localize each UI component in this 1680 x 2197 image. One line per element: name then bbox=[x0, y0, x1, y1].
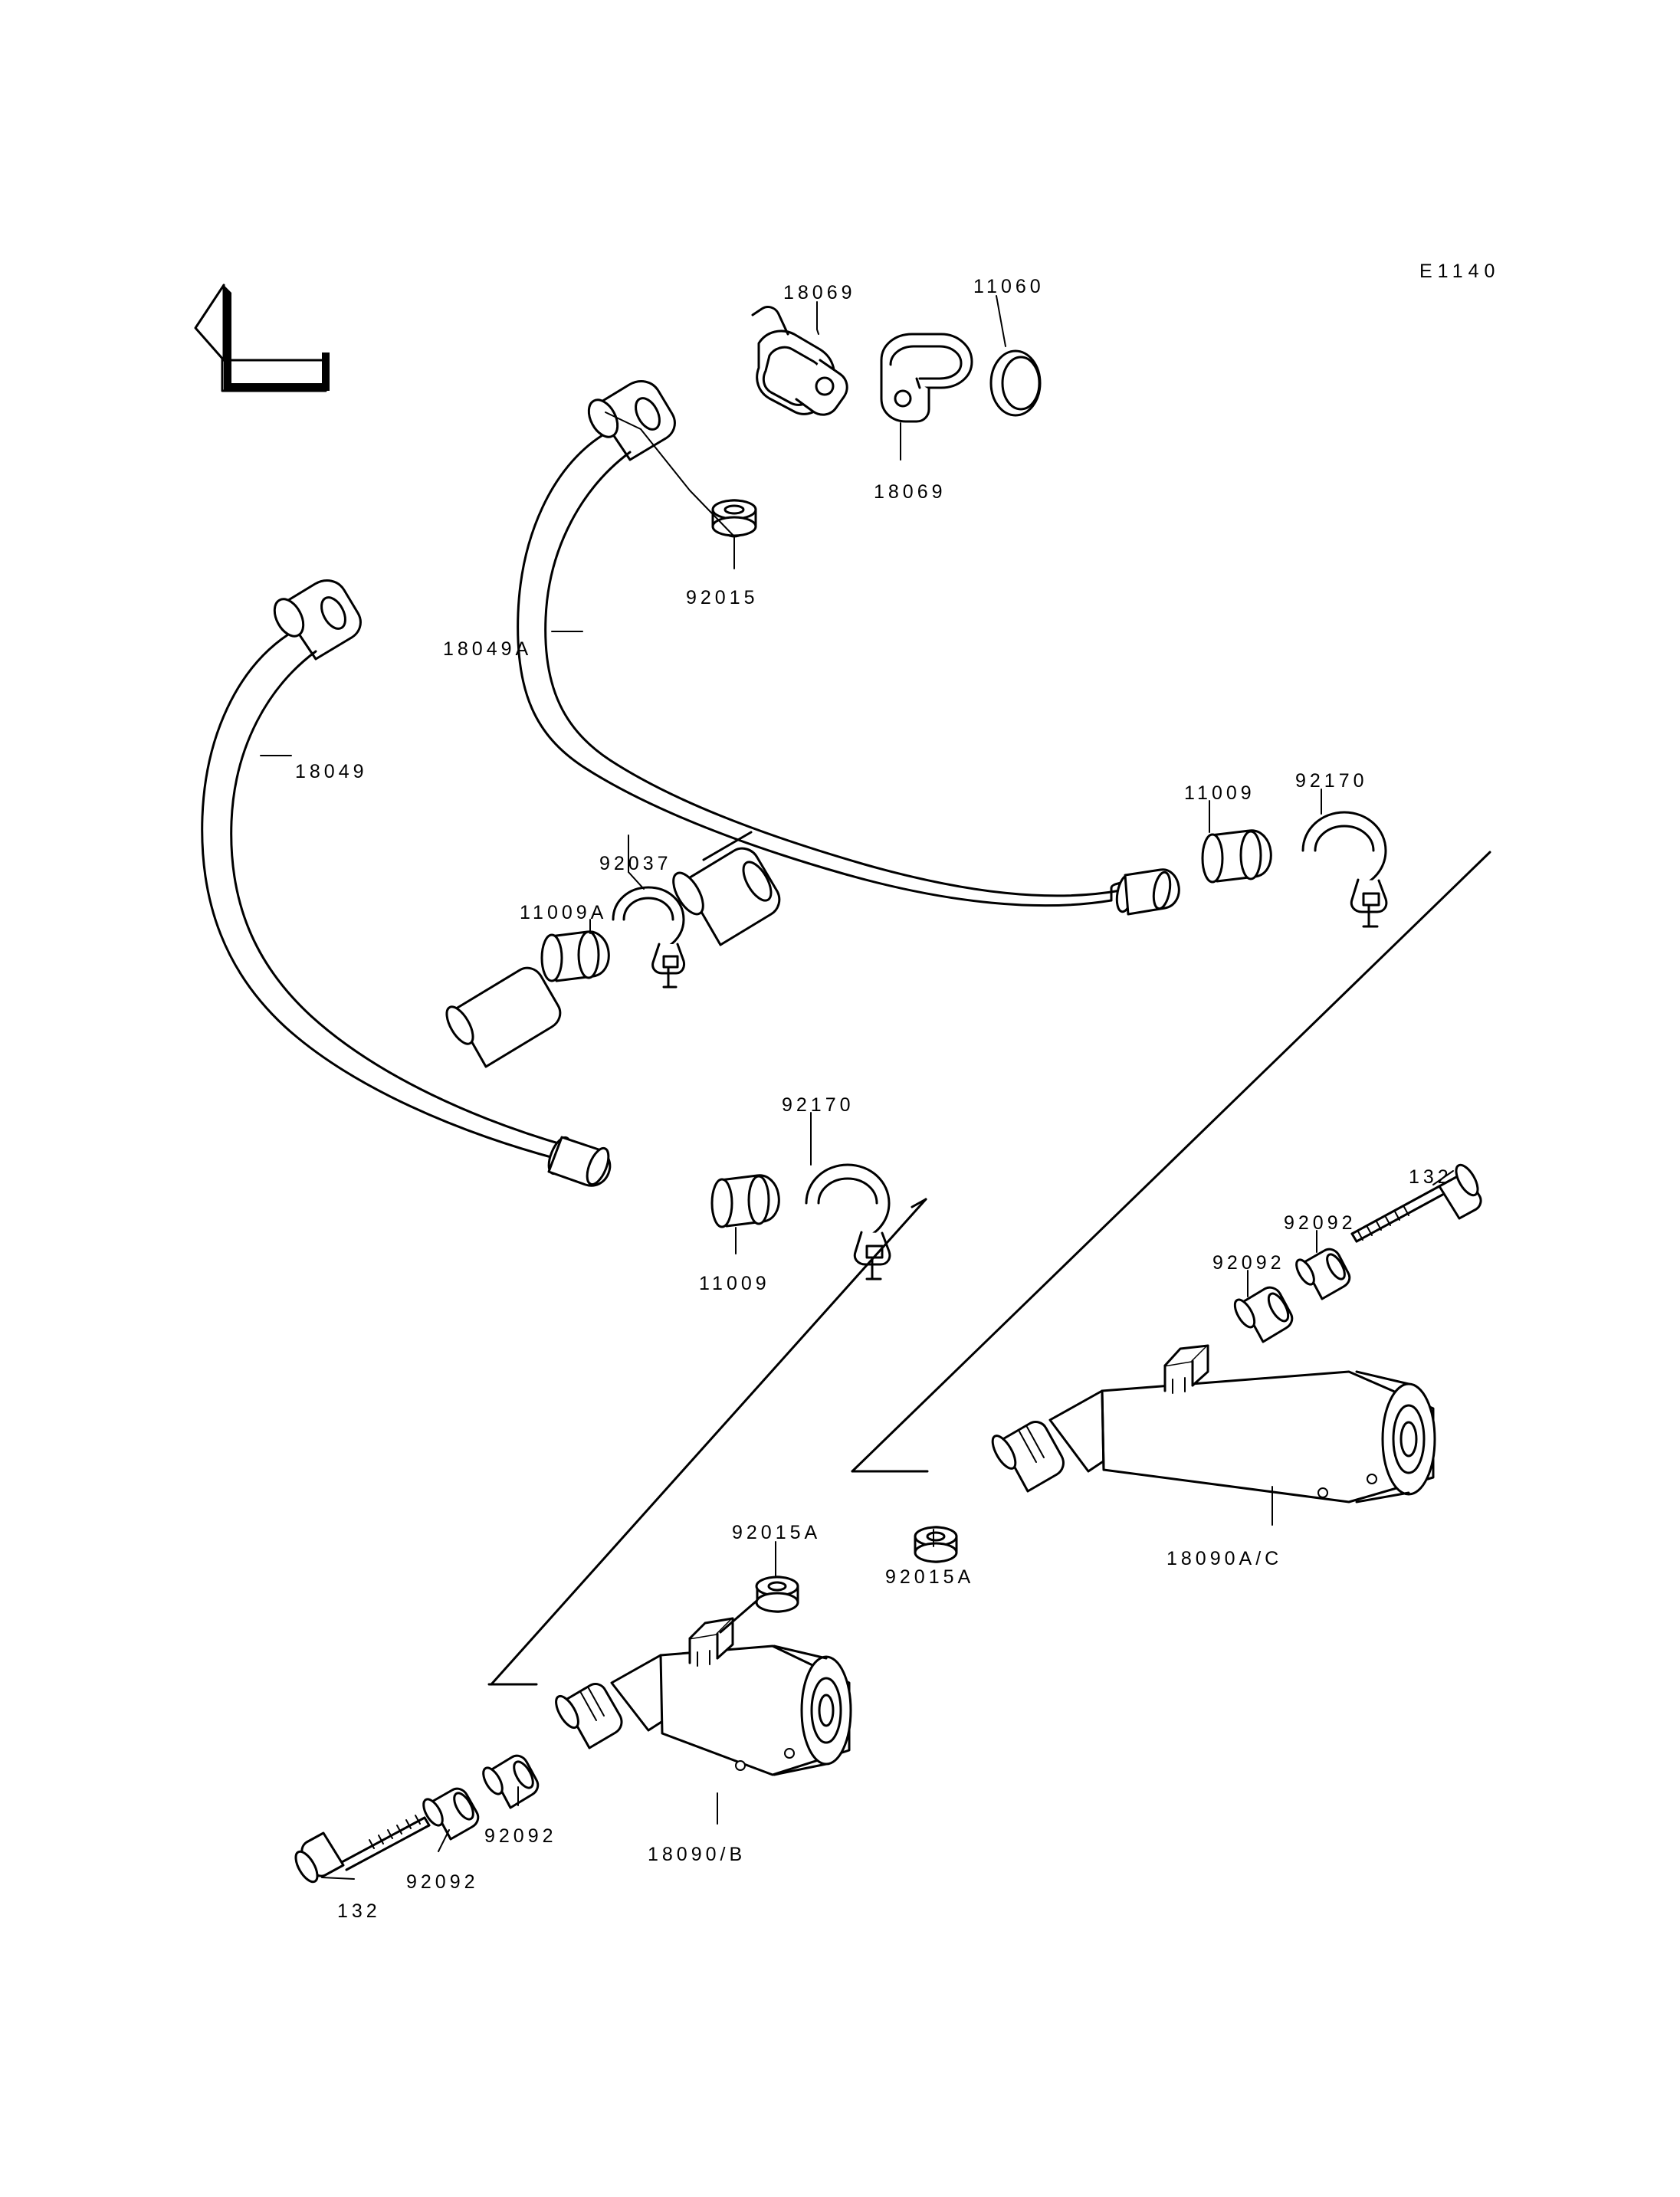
part-number-label: 92037 bbox=[599, 853, 672, 874]
part-number-label: 92170 bbox=[1295, 770, 1368, 792]
exhaust-pipe-18049A bbox=[518, 382, 1180, 914]
part-number-label: 92092 bbox=[484, 1825, 557, 1847]
part-number-label: 18069 bbox=[783, 282, 856, 303]
part-number-label: 92092 bbox=[1284, 1212, 1357, 1234]
part-number-label: 92092 bbox=[406, 1871, 479, 1893]
part-number-label: 18049 bbox=[295, 761, 368, 782]
leader-lines bbox=[261, 296, 1453, 1879]
gasket-11009A bbox=[542, 932, 609, 981]
part-number-label: 92015 bbox=[686, 587, 759, 608]
bracket-18069-left bbox=[753, 307, 847, 415]
part-number-label: 132 bbox=[1409, 1166, 1452, 1188]
part-number-label: 132 bbox=[337, 1900, 381, 1922]
muffler-18090AC bbox=[988, 1346, 1435, 1502]
diagram-code: E1140 bbox=[1419, 261, 1501, 282]
part-number-label: 11009 bbox=[1184, 782, 1255, 804]
part-number-label: 92170 bbox=[782, 1094, 855, 1116]
part-number-label: 92092 bbox=[1212, 1252, 1285, 1274]
part-number-label: 11009A bbox=[520, 902, 608, 923]
clamp-92170-middle bbox=[806, 1165, 890, 1279]
gasket-11060 bbox=[991, 351, 1040, 415]
part-number-label: 11009 bbox=[699, 1273, 770, 1294]
part-number-label: 18090A/C bbox=[1166, 1548, 1283, 1569]
exhaust-pipe-18049 bbox=[202, 581, 613, 1188]
clamp-92037 bbox=[613, 887, 684, 987]
nut-92015 bbox=[713, 500, 756, 536]
part-number-label: 18049A bbox=[443, 638, 533, 660]
part-number-label: 18069 bbox=[874, 481, 947, 503]
part-number-label: 92015A bbox=[732, 1522, 822, 1543]
part-number-label: 11060 bbox=[973, 276, 1045, 297]
part-number-label: 18090/B bbox=[648, 1844, 746, 1865]
pipe-stub-lower-left bbox=[441, 968, 560, 1067]
bracket-18069-right bbox=[881, 334, 972, 421]
muffler-18090B bbox=[552, 1592, 851, 1775]
front-marker-label: FRONT bbox=[230, 314, 312, 349]
part-number-label: 92015A bbox=[885, 1566, 975, 1588]
clamp-92170-upper bbox=[1303, 812, 1386, 926]
gasket-11009-middle bbox=[712, 1176, 779, 1227]
gasket-11009-upper bbox=[1203, 831, 1271, 882]
